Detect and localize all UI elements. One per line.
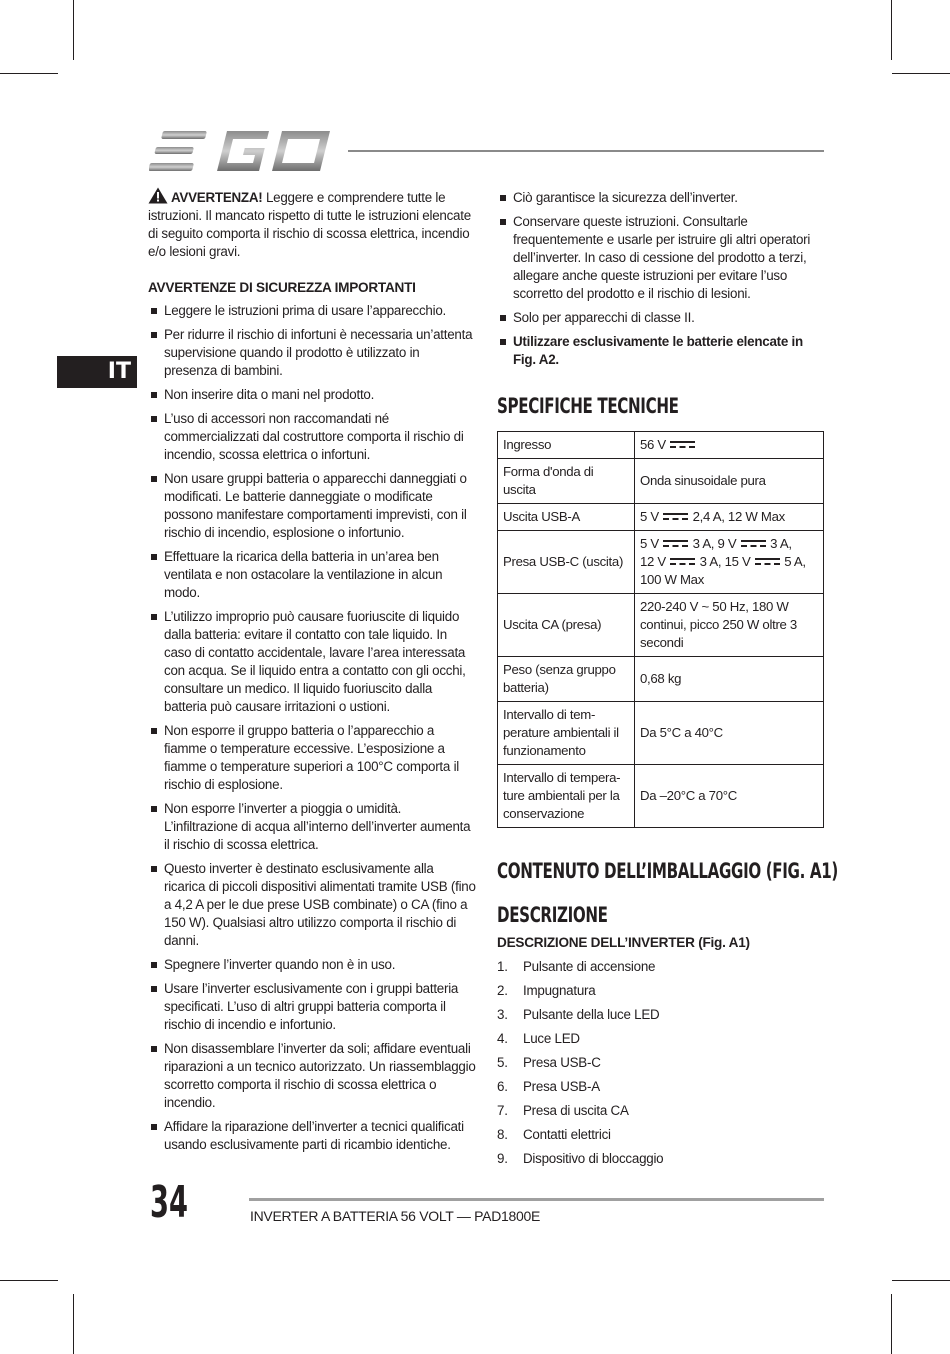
bullet-square-icon (500, 195, 506, 201)
dc-symbol-icon (663, 540, 688, 548)
list-item (148, 608, 476, 716)
right-column (497, 189, 838, 1174)
footer-rule (249, 1198, 824, 1201)
spec-value-part: 5 A, (780, 554, 806, 569)
safety-list (148, 302, 476, 1154)
list-item-text: Leggere le istruzioni prima di usare l’apparecchio. (164, 303, 447, 318)
item-number: 2. (497, 983, 508, 998)
list-item (148, 386, 476, 404)
description-heading: DESCRIZIONE (497, 903, 608, 927)
list-item (497, 189, 825, 207)
item-number: 8. (497, 1127, 508, 1142)
dc-symbol-icon (755, 558, 780, 566)
spec-row (498, 432, 824, 459)
description-subheading: DESCRIZIONE DELL’INVERTER (Fig. A1) (497, 935, 750, 950)
spec-value-part: 3 A, 9 V (689, 536, 737, 551)
spec-label: Uscita CA (presa) (498, 594, 635, 657)
list-item (148, 956, 476, 974)
description-item (497, 1102, 825, 1120)
spec-value (635, 504, 824, 531)
bullet-square-icon (151, 392, 157, 398)
spec-label: Forma d'onda di uscita (498, 459, 635, 504)
crop-mark (891, 1294, 892, 1354)
item-number: 9. (497, 1151, 508, 1166)
description-item (497, 1078, 825, 1096)
bullet-square-icon (151, 1046, 157, 1052)
list-item (148, 548, 476, 602)
description-item (497, 1054, 825, 1072)
spec-row (498, 531, 824, 594)
list-item (148, 722, 476, 794)
crop-mark (0, 73, 58, 74)
item-text: Presa USB-A (523, 1079, 600, 1094)
bullet-square-icon (151, 728, 157, 734)
item-text: Presa di uscita CA (523, 1103, 629, 1118)
item-text: Luce LED (523, 1031, 580, 1046)
list-item-text: L’uso di accessori non raccomandati né commercializzati dal costruttore comporta il rischio di incendio, scossa elettrica o infortuni. (164, 411, 464, 462)
spec-label: Presa USB-C (uscita) (498, 531, 635, 594)
crop-mark (891, 0, 892, 60)
crop-mark (892, 1280, 950, 1281)
list-item (148, 302, 476, 320)
bullet-square-icon (500, 339, 506, 345)
spec-value-part: 5 V (640, 536, 659, 551)
ego-logo (149, 131, 330, 171)
item-number: 3. (497, 1007, 508, 1022)
spec-value: 220-240 V ~ 50 Hz, 180 W continui, picco 250 W oltre 3 secondi (635, 594, 824, 657)
item-number: 6. (497, 1079, 508, 1094)
item-number: 5. (497, 1055, 508, 1070)
list-item (148, 410, 476, 464)
bullet-square-icon (151, 476, 157, 482)
spec-row (498, 459, 824, 504)
list-item-text: Spegnere l’inverter quando non è in uso. (164, 957, 396, 972)
left-column (148, 187, 476, 1160)
item-text: Impugnatura (523, 983, 596, 998)
crop-mark (892, 73, 950, 74)
list-item-text: Utilizzare esclusivamente le batterie elencate in Fig. A2. (513, 334, 803, 367)
page-number: 34 (150, 1177, 188, 1228)
list-item-text: Questo inverter è destinato esclusivamente alla ricarica di piccoli dispositivi alimentati tramite USB (fino a 4,2 A per le due prese USB combinate) o CA (fino a 150 W). Qualsiasi altro utilizzo comporta il rischio di danni. (164, 861, 476, 948)
spec-row (498, 765, 824, 828)
list-item-text: Affidare la riparazione dell’inverter a tecnici qualificati usando esclusivamente parti di ricambio identiche. (164, 1119, 464, 1152)
description-item (497, 982, 825, 1000)
specs-table (497, 431, 824, 828)
header-rule (348, 150, 824, 152)
warning-title-text: AVVERTENZA! (171, 190, 263, 205)
spec-label: Intervallo di tem-perature ambientali il funzionamento (498, 702, 635, 765)
bullet-square-icon (151, 614, 157, 620)
description-item (497, 1150, 825, 1168)
description-item (497, 1030, 825, 1048)
bullet-square-icon (151, 1124, 157, 1130)
list-item-text: Effettuare la ricarica della batteria in un’area ben ventilata e non ostacolare la ventilazione in alcun modo. (164, 549, 443, 600)
warning-block (148, 187, 476, 261)
list-item-text: Usare l’inverter esclusivamente con i gruppi batteria specificati. L’uso di altri gruppi batteria comporta il rischio di incendio e infortunio. (164, 981, 459, 1032)
list-item (148, 1118, 476, 1154)
safety-heading: AVVERTENZE DI SICUREZZA IMPORTANTI (148, 280, 416, 295)
crop-mark (73, 0, 74, 60)
list-item-text: Non disassemblare l’inverter da soli; affidare eventuali riparazioni a un tecnico autorizzato. Un riassemblaggio scorretto comporta il rischio di scossa elettrica o incendio. (164, 1041, 476, 1110)
bullet-square-icon (151, 332, 157, 338)
list-item-text: Non esporre il gruppo batteria o l’apparecchio a fiamme o temperature eccessive. L’esposizione a fiamme o temperature superiori a 100°C comporta il rischio di esplosione. (164, 723, 460, 792)
bullet-square-icon (151, 416, 157, 422)
bullet-square-icon (151, 866, 157, 872)
language-tab: IT (57, 356, 137, 388)
warning-text: Leggere e comprendere tutte le istruzioni. Il mancato rispetto di tutte le istruzioni elencate di seguito comporta il rischio di scossa elettrica, incendio e/o lesioni gravi. (148, 190, 471, 259)
dc-symbol-icon (670, 558, 695, 566)
list-item (497, 213, 825, 303)
item-text: Pulsante di accensione (523, 959, 656, 974)
spec-value: Onda sinusoidale pura (635, 459, 824, 504)
bullet-square-icon (151, 806, 157, 812)
list-item-text: Per ridurre il rischio di infortuni è necessaria un’attenta supervisione quando il prodotto è utilizzato in presenza di bambini. (164, 327, 473, 378)
item-text: Dispositivo di bloccaggio (523, 1151, 664, 1166)
spec-row (498, 504, 824, 531)
list-item (148, 980, 476, 1034)
list-item (148, 800, 476, 854)
spec-value: Da –20°C a 70°C (635, 765, 824, 828)
warning-title (148, 190, 262, 205)
item-text: Contatti elettrici (523, 1127, 611, 1142)
description-item (497, 1006, 825, 1024)
list-item-text: Conservare queste istruzioni. Consultarle frequentemente e usarle per istruire gli altri operatori dell’inverter. In caso di cessione del prodotto a terzi, allegare anche queste istruzioni per evitare l’uso scorretto del prodotto e il rischio di lesioni. (513, 214, 811, 301)
spec-row (498, 702, 824, 765)
bullet-square-icon (500, 219, 506, 225)
spec-label: Peso (senza gruppo batteria) (498, 657, 635, 702)
item-number: 4. (497, 1031, 508, 1046)
list-item (148, 470, 476, 542)
contents-heading: CONTENUTO DELL’IMBALLAGGIO (FIG. A1) (497, 859, 838, 883)
bullet-square-icon (500, 315, 506, 321)
list-item (497, 309, 825, 327)
dc-symbol-icon (670, 441, 695, 449)
warning-triangle-icon (148, 187, 168, 204)
description-item (497, 1126, 825, 1144)
item-number: 7. (497, 1103, 508, 1118)
list-item-text: Solo per apparecchi di classe II. (513, 310, 695, 325)
description-item (497, 958, 825, 976)
spec-row (498, 594, 824, 657)
description-list (497, 958, 825, 1168)
spec-value: Da 5°C a 40°C (635, 702, 824, 765)
spec-value-part: 2,4 A, 12 W Max (689, 509, 785, 524)
list-item (148, 1040, 476, 1112)
specs-heading: SPECIFICHE TECNICHE (497, 394, 679, 418)
spec-value-part: 12 V (640, 554, 666, 569)
spec-value-part: 5 V (640, 509, 659, 524)
safety-list-continued (497, 189, 825, 369)
list-item-text: Non esporre l’inverter a pioggia o umidità. L’infiltrazione di acqua all’interno dell’inverter aumenta il rischio di scossa elettrica. (164, 801, 471, 852)
list-item (497, 333, 825, 369)
item-text: Pulsante della luce LED (523, 1007, 660, 1022)
spec-value-part: 3 A, (766, 536, 792, 551)
list-item-text: Non inserire dita o mani nel prodotto. (164, 387, 375, 402)
bullet-square-icon (151, 554, 157, 560)
spec-value (635, 531, 824, 594)
spec-value (635, 432, 824, 459)
list-item-text: L’utilizzo improprio può causare fuoriuscite di liquido dalla batteria: evitare il contatto con tale liquido. In caso di contatto accidentale, lavare l’area interessata con acqua. Se il liquido entra a contatto con gli occhi, consultare un medico. Il liquido fuoriuscito dalla batteria può causare irritazioni o ustioni. (164, 609, 466, 714)
list-item-text: Ciò garantisce la sicurezza dell’inverter. (513, 190, 738, 205)
item-number: 1. (497, 959, 508, 974)
spec-value-part: 56 V (640, 437, 666, 452)
spec-value-part: 3 A, 15 V (696, 554, 751, 569)
list-item (148, 860, 476, 950)
spec-value: 0,68 kg (635, 657, 824, 702)
footer-title: INVERTER A BATTERIA 56 VOLT — PAD1800E (250, 1208, 540, 1224)
list-item (148, 326, 476, 380)
item-text: Presa USB-C (523, 1055, 601, 1070)
dc-symbol-icon (741, 540, 766, 548)
list-item-text: Non usare gruppi batteria o apparecchi danneggiati o modificati. Le batterie danneggiate o modificate possono manifestare comportamenti imprevisti, con il rischio di incendio, esplosione o infortunio. (164, 471, 467, 540)
spec-value-part: 100 W Max (640, 572, 704, 587)
bullet-square-icon (151, 986, 157, 992)
crop-mark (73, 1294, 74, 1354)
spec-label: Uscita USB-A (498, 504, 635, 531)
bullet-square-icon (151, 962, 157, 968)
bullet-square-icon (151, 308, 157, 314)
spec-label: Intervallo di tempera-ture ambientali per la conservazione (498, 765, 635, 828)
spec-row (498, 657, 824, 702)
spec-label: Ingresso (498, 432, 635, 459)
crop-mark (0, 1280, 58, 1281)
dc-symbol-icon (663, 513, 688, 521)
